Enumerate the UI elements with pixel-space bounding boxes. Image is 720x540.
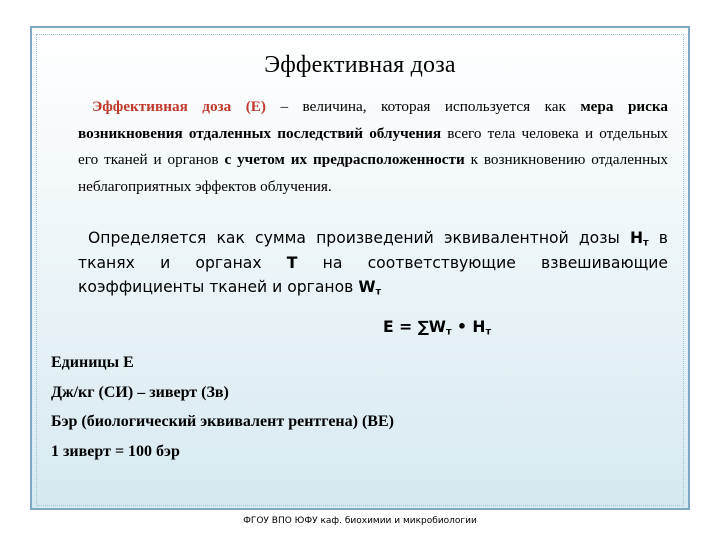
unit-si-line: Дж/кг (СИ) – зиверт (Зв) [51, 383, 229, 401]
definition-text-3: к возникновению отдаленных неблагоприятных эффектов облучения. [78, 151, 668, 195]
equivalent-dose-symbol: $H_т$ [629, 229, 649, 249]
definition-term: Эффективная доза (Е) [92, 98, 266, 115]
calculation-text-2: в тканях и органах [78, 229, 668, 272]
definition-bold-1: мера риска возникновения отдаленных последствий облучения [78, 98, 668, 142]
definition-paragraph [78, 94, 668, 200]
calculation-text-3: на соответствующие взвешивающие коэффициенты тканей и органов [78, 253, 668, 296]
unit-conversion-line: 1 зиверт = 100 бэр [51, 442, 180, 460]
units-list [51, 348, 394, 466]
tissue-symbol: T [286, 253, 298, 272]
effective-dose-formula: $E = \sum W_т$ • $H_т$ [383, 318, 492, 338]
units-heading: Единицы Е [51, 354, 134, 371]
slide-title: Эффективная доза [264, 52, 456, 78]
unit-rem-line: Бэр (биологический эквивалент рентгена) (BE) [51, 413, 394, 430]
footer-caption: ФГОУ ВПО ЮФУ каф. биохимии и микробиологии [243, 516, 477, 526]
definition-bold-2: с учетом их предрасположенности [224, 151, 465, 168]
weighting-factor-symbol: $W_т$ [358, 278, 382, 298]
calculation-paragraph [78, 226, 668, 300]
definition-text-1: – величина, которая используется как [265, 98, 581, 115]
calculation-text-1: Определяется как сумма произведений эквивалентной дозы [88, 229, 630, 247]
definition-text-2: всего тела человека и отдельных его тканей и органов [78, 124, 668, 168]
